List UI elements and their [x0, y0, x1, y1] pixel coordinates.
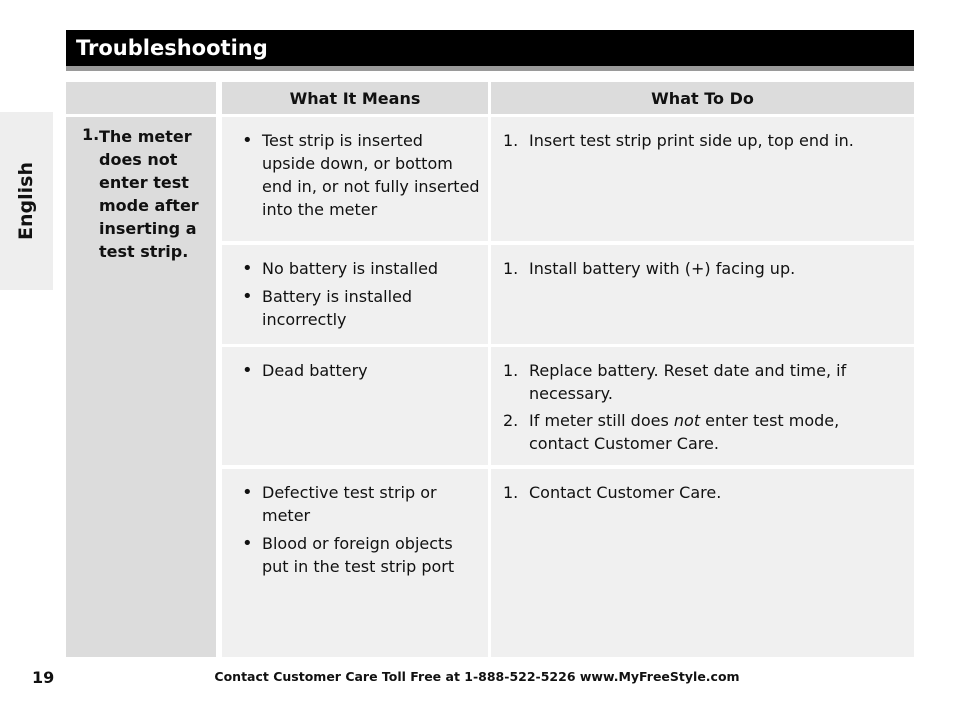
row-1-todo-cell: [491, 117, 914, 241]
language-tab: [0, 112, 53, 290]
problem-number: 1.: [82, 125, 100, 144]
list-item: • No battery is installed: [242, 257, 480, 280]
section-title-bar: [66, 30, 914, 71]
language-tab-label: English: [15, 162, 37, 240]
row-4-means-list: [242, 481, 480, 583]
list-item: • Battery is installed incorrectly: [242, 285, 480, 331]
row-2-todo-list: [503, 257, 900, 284]
list-item: 2. If meter still does not enter test mode, contact Customer Care.: [503, 411, 840, 453]
header-what-to-do: [491, 82, 914, 114]
section-title: Troubleshooting: [76, 36, 268, 60]
list-item: 1. Replace battery. Reset date and time, if necessary.: [503, 361, 847, 403]
problem-cell: [66, 117, 216, 657]
header-blank: [66, 82, 216, 114]
row-3-means-cell: [222, 347, 488, 465]
page-number: 19: [32, 668, 55, 687]
row-4-todo-cell: [491, 469, 914, 657]
row-4-todo-list: [503, 481, 900, 508]
list-item: • Test strip is inserted upside down, or bottom end in, or not fully inserted into the meter: [242, 129, 480, 221]
row-4-means-cell: [222, 469, 488, 657]
list-item: • Defective test strip or meter: [242, 481, 480, 527]
list-item: • Dead battery: [242, 359, 480, 382]
footer-contact-text: Contact Customer Care Toll Free at 1-888-522-5226 www.MyFreeStyle.com: [214, 669, 740, 684]
list-item: • Blood or foreign objects put in the test strip port: [242, 532, 480, 578]
list-item: 1. Contact Customer Care.: [503, 483, 722, 502]
list-item: 1. Insert test strip print side up, top end in.: [503, 131, 854, 150]
row-2-means-cell: [222, 245, 488, 344]
row-3-todo-list: [503, 359, 900, 459]
header-what-it-means-label: What It Means: [289, 89, 421, 108]
row-2-todo-cell: [491, 245, 914, 344]
row-1-means-cell: [222, 117, 488, 241]
problem-text: The meter does not enter test mode after inserting a test strip.: [99, 127, 199, 261]
row-3-todo-cell: [491, 347, 914, 465]
list-item: 1. Install battery with (+) facing up.: [503, 259, 796, 278]
row-2-means-list: [242, 257, 480, 336]
header-what-to-do-label: What To Do: [651, 89, 754, 108]
row-3-means-list: [242, 359, 480, 387]
row-1-means-list: [242, 129, 480, 226]
row-1-todo-list: [503, 129, 900, 156]
header-what-it-means: [222, 82, 488, 114]
